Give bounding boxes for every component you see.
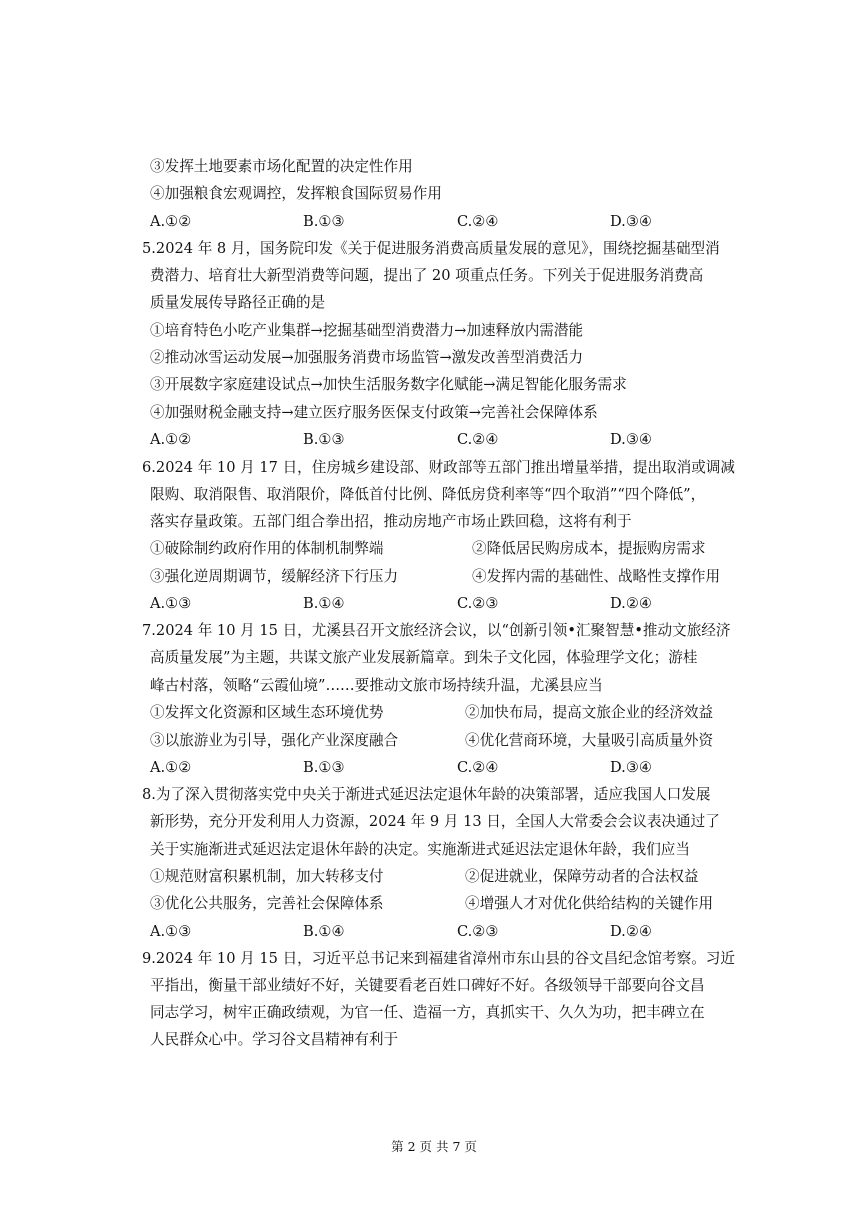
q7-stem-line-1: 7.2024 年 10 月 15 日，尤溪县召开文旅经济会议，以“创新引领•汇聚智慧•推动文旅经济 [142, 622, 731, 639]
q4-choice-a: A.①② [150, 213, 192, 230]
q6-choice-d: D.②④ [610, 595, 652, 612]
q7-item-1: ①发挥文化资源和区域生态环境优势 [150, 704, 384, 721]
q5-stem-line-1: 5.2024 年 8 月，国务院印发《关于促进服务消费高质量发展的意见》，围绕挖掘基础型消 [142, 240, 720, 257]
q6-stem-line-2: 限购、取消限售、取消限价，降低首付比例、降低房贷利率等“四个取消”“四个降低”， [150, 486, 706, 503]
q6-stem-line-3: 落实存量政策。五部门组合拳出招，推动房地产市场止跌回稳，这将有利于 [150, 513, 632, 530]
q5-stem-line-2: 费潜力、培育壮大新型消费等问题，提出了 20 项重点任务。下列关于促进服务消费高 [150, 267, 704, 284]
q9-stem-line-3: 同志学习，树牢正确政绩观，为官一任、造福一方，真抓实干、久久为功，把丰碑立在 [150, 1004, 705, 1021]
q9-stem-line-4: 人民群众心中。学习谷文昌精神有利于 [150, 1031, 399, 1048]
q6-item-4: ④发挥内需的基础性、战略性支撑作用 [472, 568, 721, 585]
q5-stem-line-3: 质量发展传导路径正确的是 [150, 294, 326, 311]
q5-item-4: ④加强财税金融支持→建立医疗服务医保支付政策→完善社会保障体系 [150, 404, 598, 421]
q8-choice-b: B.①④ [303, 923, 345, 940]
q8-stem-line-2: 新形势，充分开发利用人力资源，2024 年 9 月 13 日，全国人大常委会会议表决通过了 [150, 813, 720, 830]
q8-choice-d: D.②④ [610, 923, 652, 940]
q8-stem-line-1: 8.为了深入贯彻落实党中央关于渐进式延迟法定退休年龄的决策部署，适应我国人口发展 [142, 786, 711, 803]
q8-choice-c: C.②③ [457, 923, 499, 940]
q4-choice-c: C.②④ [457, 213, 499, 230]
q5-choice-b: B.①③ [303, 431, 345, 448]
q4-choice-d: D.③④ [610, 213, 652, 230]
q7-item-3: ③以旅游业为引导，强化产业深度融合 [150, 732, 399, 749]
q6-item-3: ③强化逆周期调节，缓解经济下行压力 [150, 568, 399, 585]
q8-stem-line-3: 关于实施渐进式延迟法定退休年龄的决定。实施渐进式延迟法定退休年龄，我们应当 [150, 841, 690, 858]
q6-choice-a: A.①③ [150, 595, 192, 612]
q8-item-2: ②促进就业，保障劳动者的合法权益 [465, 868, 699, 885]
q4-item-4: ④加强粮食宏观调控，发挥粮食国际贸易作用 [150, 185, 442, 202]
q6-stem-line-1: 6.2024 年 10 月 17 日，住房城乡建设部、财政部等五部门推出增量举措，提出取消或调减 [142, 459, 735, 476]
q9-stem-line-2: 平指出，衡量干部业绩好不好，关键要看老百姓口碑好不好。各级领导干部要向谷文昌 [150, 977, 705, 994]
q4-item-3: ③发挥土地要素市场化配置的决定性作用 [150, 158, 413, 175]
q7-choice-a: A.①② [150, 759, 192, 776]
q5-item-1: ①培育特色小吃产业集群→挖掘基础型消费潜力→加速释放内需潜能 [150, 322, 584, 339]
q8-item-1: ①规范财富积累机制，加大转移支付 [150, 868, 384, 885]
q8-item-3: ③优化公共服务，完善社会保障体系 [150, 895, 384, 912]
q6-choice-c: C.②③ [457, 595, 499, 612]
q8-choice-a: A.①③ [150, 923, 192, 940]
q5-item-2: ②推动冰雪运动发展→加强服务消费市场监管→激发改善型消费活力 [150, 349, 584, 366]
q5-item-3: ③开展数字家庭建设试点→加快生活服务数字化赋能→满足智能化服务需求 [150, 376, 627, 393]
q5-choice-d: D.③④ [610, 431, 652, 448]
q6-choice-b: B.①④ [303, 595, 345, 612]
q5-choice-c: C.②④ [457, 431, 499, 448]
q5-choice-a: A.①② [150, 431, 192, 448]
q7-choice-c: C.②④ [457, 759, 499, 776]
q7-stem-line-3: 峰古村落，领略“云霞仙境”……要推动文旅市场持续升温，尤溪县应当 [150, 677, 603, 694]
q7-stem-line-2: 高质量发展”为主题，共谋文旅产业发展新篇章。到朱子文化园，体验理学文化；游桂 [150, 649, 698, 666]
q7-choice-b: B.①③ [303, 759, 345, 776]
q7-choice-d: D.③④ [610, 759, 652, 776]
q4-choice-b: B.①③ [303, 213, 345, 230]
page-number-footer: 第 2 页 共 7 页 [391, 1139, 477, 1154]
q9-stem-line-1: 9.2024 年 10 月 15 日，习近平总书记来到福建省漳州市东山县的谷文昌纪念馆考察。习近 [142, 950, 735, 967]
q7-item-4: ④优化营商环境，大量吸引高质量外资 [465, 732, 714, 749]
q6-item-2: ②降低居民购房成本，提振购房需求 [472, 540, 706, 557]
q6-item-1: ①破除制约政府作用的体制机制弊端 [150, 540, 384, 557]
q8-item-4: ④增强人才对优化供给结构的关键作用 [465, 895, 714, 912]
q7-item-2: ②加快布局，提高文旅企业的经济效益 [465, 704, 714, 721]
